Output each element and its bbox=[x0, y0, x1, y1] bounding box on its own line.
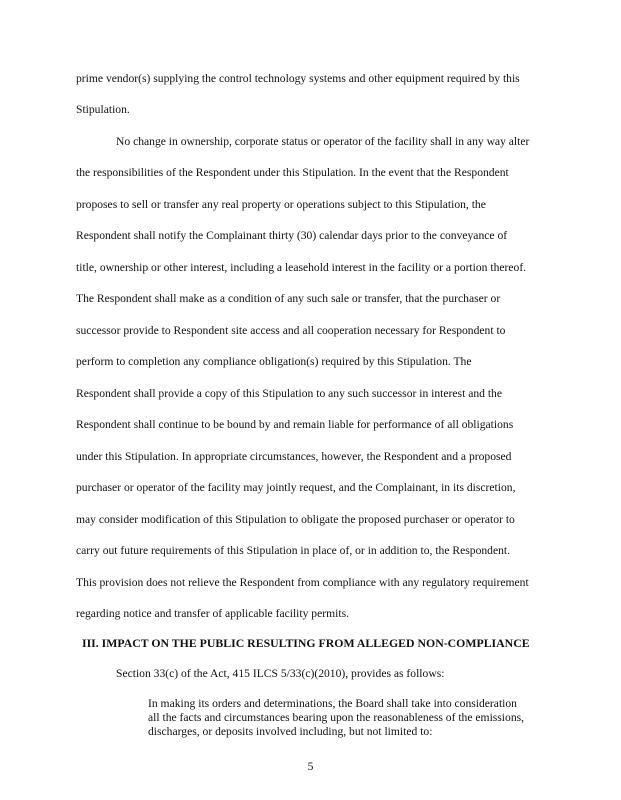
quote-line: discharges, or deposits involved including, but not limited to: bbox=[148, 725, 433, 738]
body-line: proposes to sell or transfer any real property or operations subject to this Stipulation, the bbox=[76, 198, 486, 211]
body-line: The Respondent shall make as a condition of any such sale or transfer, that the purchaser or bbox=[76, 292, 501, 305]
quote-line: In making its orders and determinations, the Board shall take into consideration bbox=[148, 697, 517, 710]
section-heading: III. IMPACT ON THE PUBLIC RESULTING FROM ALLEGED NON-COMPLIANCE bbox=[82, 636, 530, 650]
body-line: the responsibilities of the Respondent under this Stipulation. In the event that the Respondent bbox=[76, 166, 509, 179]
body-line: carry out future requirements of this Stipulation in place of, or in addition to, the Respondent. bbox=[76, 544, 511, 557]
body-line: title, ownership or other interest, including a leasehold interest in the facility or a portion thereof. bbox=[76, 261, 527, 274]
quote-line: all the facts and circumstances bearing upon the reasonableness of the emissions, bbox=[148, 711, 525, 724]
body-line: purchaser or operator of the facility may jointly request, and the Complainant, in its discretion, bbox=[76, 481, 516, 494]
body-line: prime vendor(s) supplying the control technology systems and other equipment required by this bbox=[76, 72, 520, 85]
body-line: perform to completion any compliance obligation(s) required by this Stipulation. The bbox=[76, 355, 472, 368]
body-line: regarding notice and transfer of applicable facility permits. bbox=[76, 607, 349, 620]
body-line: successor provide to Respondent site access and all cooperation necessary for Respondent to bbox=[76, 324, 506, 337]
section-intro: Section 33(c) of the Act, 415 ILCS 5/33(c)(2010), provides as follows: bbox=[116, 667, 445, 680]
body-line: Respondent shall provide a copy of this Stipulation to any such successor in interest and the bbox=[76, 387, 502, 400]
body-line: Respondent shall notify the Complainant thirty (30) calendar days prior to the conveyance of bbox=[76, 229, 508, 242]
body-line: No change in ownership, corporate status or operator of the facility shall in any way alter bbox=[116, 135, 530, 148]
body-line: Stipulation. bbox=[76, 103, 130, 116]
body-line: under this Stipulation. In appropriate circumstances, however, the Respondent and a proposed bbox=[76, 450, 512, 463]
body-line: may consider modification of this Stipulation to obligate the proposed purchaser or operator to bbox=[76, 513, 515, 526]
page-number: 5 bbox=[307, 760, 314, 773]
body-line: Respondent shall continue to be bound by and remain liable for performance of all obligations bbox=[76, 418, 514, 431]
body-line: This provision does not relieve the Respondent from compliance with any regulatory requirement bbox=[76, 576, 529, 589]
